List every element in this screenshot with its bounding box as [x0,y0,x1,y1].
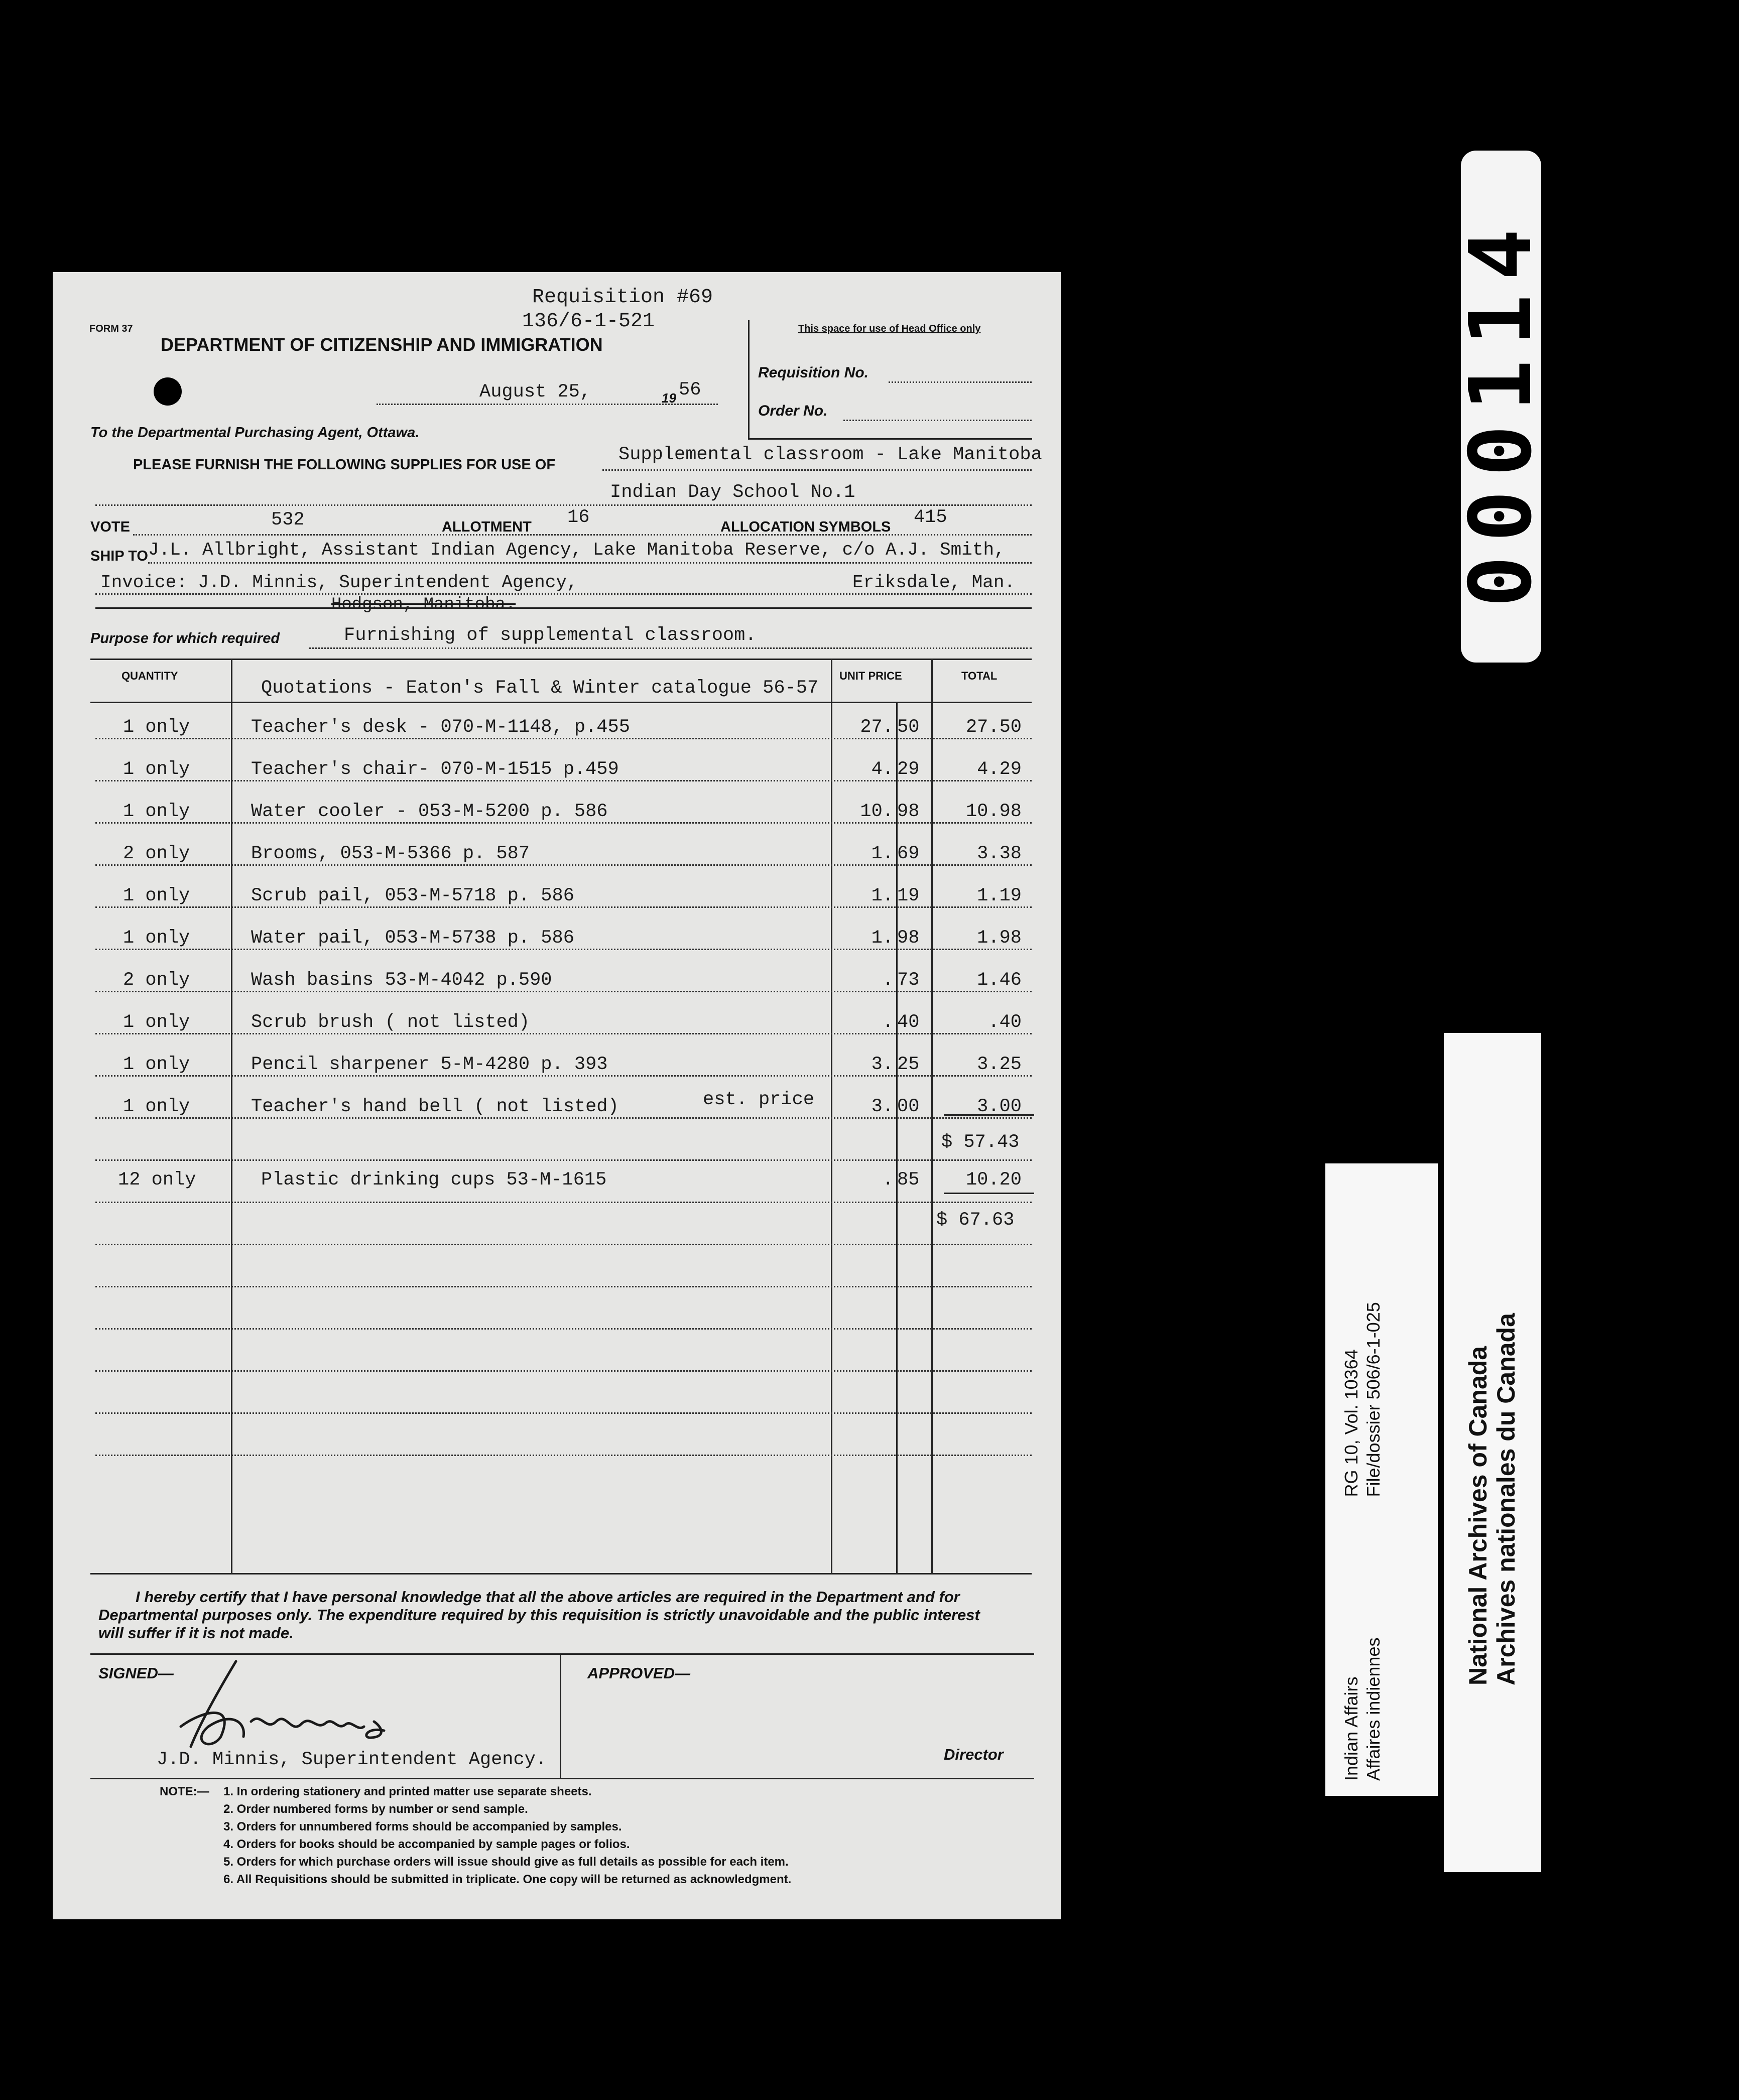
purpose-line [309,647,1032,649]
col-divider-desc [831,659,832,1573]
row-rule [95,949,1032,950]
row-rule [95,1117,1032,1119]
note-item: 2. Order numbered forms by number or send sample. [223,1802,528,1816]
struck-address: Hodgson, Manitoba. [331,595,516,614]
row-unit-cents: 40 [897,1012,920,1033]
note-item: 3. Orders for unnumbered forms should be accompanied by samples. [223,1820,622,1833]
punch-hole-icon [154,377,182,406]
allocation-value: 415 [914,507,947,528]
row-quantity: 1 only [123,1096,190,1117]
row-unit-cents: 00 [897,1096,920,1117]
supply-line1: Supplemental classroom - Lake Manitoba [618,444,1042,465]
row-quantity: 1 only [123,1054,190,1075]
allocation-label: ALLOCATION SYMBOLS [720,519,891,535]
vote-line [133,534,1032,536]
cups-unit-dollars: . [882,1169,894,1191]
ship-to-line [148,562,1032,564]
col-header-unit-price: UNIT PRICE [839,670,902,682]
cups-underline [944,1193,1034,1194]
row-total: 3.00 [977,1096,1022,1117]
archive-institution-text [1464,1313,1520,1685]
allotment-value: 16 [567,507,590,528]
notes-label: NOTE:— [160,1785,209,1798]
row-rule [95,780,1032,781]
row-rule [95,1370,1032,1372]
signed-label: SIGNED— [98,1664,174,1682]
note-item: 6. All Requisitions should be submitted in triplicate. One copy will be returned as acknowledgment. [223,1873,792,1886]
date-century: 19 [662,390,676,406]
date-year: 56 [679,379,701,401]
cups-total: 10.20 [965,1169,1022,1191]
row-description: Scrub pail, 053-M-5718 p. 586 [251,885,574,906]
rg-volume: RG 10, Vol. 10364 [1341,1349,1361,1497]
supply-line2: Indian Day School No.1 [610,482,855,503]
department-title: DEPARTMENT OF CITIZENSHIP AND IMMIGRATION [161,334,603,355]
nac-fr: Archives nationales du Canada [1492,1313,1520,1685]
row-unit-dollars: . [882,1012,894,1033]
form-number: FORM 37 [89,323,133,334]
purpose-label: Purpose for which required [90,630,280,646]
requisition-no-label: Requisition No. [758,364,868,381]
row-rule [95,1202,1032,1203]
row-unit-dollars: 4. [871,759,894,780]
row-unit-dollars: 1. [871,928,894,949]
supply-line2-rule [95,504,1032,506]
row-rule [95,1412,1032,1414]
row-unit-dollars: 27. [860,717,894,738]
row-total: 1.19 [977,885,1022,906]
row-rule [95,906,1032,908]
row-rule [95,991,1032,992]
indian-affairs-fr: Affaires indiennes [1363,1637,1384,1781]
strike-rule [95,607,1032,609]
row-rule [95,1286,1032,1287]
order-no-label: Order No. [758,403,828,419]
row-rule [95,738,1032,739]
row-total: 1.46 [977,970,1022,991]
head-office-box-border [748,320,750,438]
nac-en: National Archives of Canada [1464,1346,1492,1685]
archive-reference-text [1340,1302,1385,1781]
row-quantity: 1 only [123,759,190,780]
row-description: Teacher's hand bell ( not listed) [251,1096,619,1117]
row-unit-cents: 98 [897,928,920,949]
signature-box-bottom [90,1778,1034,1779]
allotment-label: ALLOTMENT [442,519,532,535]
row-unit-cents: 98 [897,801,920,822]
archive-institution-label [1444,1033,1541,1872]
ship-to-value: J.L. Allbright, Assistant Indian Agency, Lake Manitoba Reserve, c/o A.J. Smith, [148,540,1005,560]
row-rule [95,1033,1032,1034]
date-line [377,404,718,405]
signature-box-divider [560,1653,561,1778]
col-divider-cents [896,702,898,1573]
row-unit-cents: 73 [897,970,920,991]
row-quantity: 1 only [123,928,190,949]
note-item: 1. In ordering stationery and printed matter use separate sheets. [223,1785,592,1798]
row-unit-dollars: . [882,970,894,991]
row-total: 10.98 [965,801,1022,822]
vote-value: 532 [271,509,305,531]
invoice-line: Invoice: J.D. Minnis, Superintendent Agency, [100,572,578,593]
requisition-no-line [889,381,1032,383]
row-note: est. price [703,1089,815,1110]
row-unit-dollars: 3. [871,1054,894,1075]
cups-quantity: 12 only [118,1169,196,1191]
row-rule [95,1159,1032,1161]
col-divider-unit [931,659,933,1573]
row-unit-dollars: 3. [871,1096,894,1117]
row-rule [95,1328,1032,1330]
supply-label: PLEASE FURNISH THE FOLLOWING SUPPLIES FOR USE OF [133,457,556,473]
row-total: 4.29 [977,759,1022,780]
to-line: To the Departmental Purchasing Agent, Ottawa. [90,425,420,441]
archive-stamp-number: 000114 [1461,151,1541,663]
row-quantity: 2 only [123,970,190,991]
order-no-line [843,420,1032,421]
row-description: Pencil sharpener 5-M-4280 p. 393 [251,1054,608,1075]
table-heading: Quotations - Eaton's Fall & Winter catalogue 56-57 [261,678,819,699]
table-bottom [90,1573,1032,1574]
row-unit-dollars: 1. [871,885,894,906]
row-unit-cents: 69 [897,843,920,864]
row-quantity: 1 only [123,717,190,738]
row-description: Scrub brush ( not listed) [251,1012,530,1033]
supply-line1-rule [602,469,1032,471]
file-number: 136/6-1-521 [522,310,655,333]
purpose-value: Furnishing of supplemental classroom. [344,625,757,646]
ship-to-label: SHIP TO [90,548,148,564]
row-total: 27.50 [965,717,1022,738]
row-total: .40 [988,1012,1022,1033]
col-header-total: TOTAL [961,670,998,682]
archive-reference-label [1325,1163,1438,1796]
row-unit-dollars: 10. [860,801,894,822]
handwritten-signature-icon [161,1651,482,1757]
head-office-box-bottom [748,438,1032,440]
row-quantity: 1 only [123,1012,190,1033]
row-unit-dollars: 1. [871,843,894,864]
row-description: Brooms, 053-M-5366 p. 587 [251,843,530,864]
row-rule [95,1075,1032,1077]
invoice-place: Eriksdale, Man. [852,572,1016,593]
director-label: Director [944,1746,1004,1763]
requisition-note: Requisition #69 [532,286,713,309]
vote-label: VOTE [90,519,130,535]
row-description: Teacher's chair- 070-M-1515 p.459 [251,759,619,780]
row-rule [95,822,1032,824]
certify-line3: will suffer if it is not made. [98,1624,294,1642]
row-description: Water pail, 053-M-5738 p. 586 [251,928,574,949]
row-quantity: 2 only [123,843,190,864]
col-header-quantity: QUANTITY [121,670,178,682]
row-description: Teacher's desk - 070-M-1148, p.455 [251,717,630,738]
file-dossier: File/dossier 506/6-1-025 [1363,1302,1384,1497]
row-description: Water cooler - 053-M-5200 p. 586 [251,801,608,822]
signer-name: J.D. Minnis, Superintendent Agency. [157,1749,547,1770]
row-rule [95,1455,1032,1456]
row-total: 1.98 [977,928,1022,949]
row-unit-cents: 50 [897,717,920,738]
grand-total: $ 67.63 [936,1210,1015,1231]
certify-line1: I hereby certify that I have personal knowledge that all the above articles are required in the Department and for [136,1588,960,1606]
note-item: 4. Orders for books should be accompanied by sample pages or folios. [223,1838,630,1851]
certify-line2: Departmental purposes only. The expenditure required by this requisition is strictly unavoidable and the public interest [98,1606,980,1624]
row-rule [95,1244,1032,1245]
indian-affairs-en: Indian Affairs [1341,1676,1361,1781]
row-rule [95,864,1032,866]
row-quantity: 1 only [123,885,190,906]
head-office-title: This space for use of Head Office only [798,323,981,334]
row-unit-cents: 25 [897,1054,920,1075]
row-unit-cents: 19 [897,885,920,906]
subtotal-underline [944,1114,1034,1116]
row-description: Wash basins 53-M-4042 p.590 [251,970,552,991]
invoice-rule [95,593,1032,595]
row-total: 3.25 [977,1054,1022,1075]
note-item: 5. Orders for which purchase orders will issue should give as full details as possible for each item. [223,1855,789,1869]
approved-label: APPROVED— [587,1664,690,1682]
row-total: 3.38 [977,843,1022,864]
date: August 25, [479,381,591,403]
row-unit-cents: 29 [897,759,920,780]
cups-unit-cents: 85 [897,1169,920,1191]
subtotal: $ 57.43 [941,1132,1020,1153]
row-quantity: 1 only [123,801,190,822]
col-divider-quantity [231,659,232,1573]
cups-description: Plastic drinking cups 53-M-1615 [261,1169,607,1191]
